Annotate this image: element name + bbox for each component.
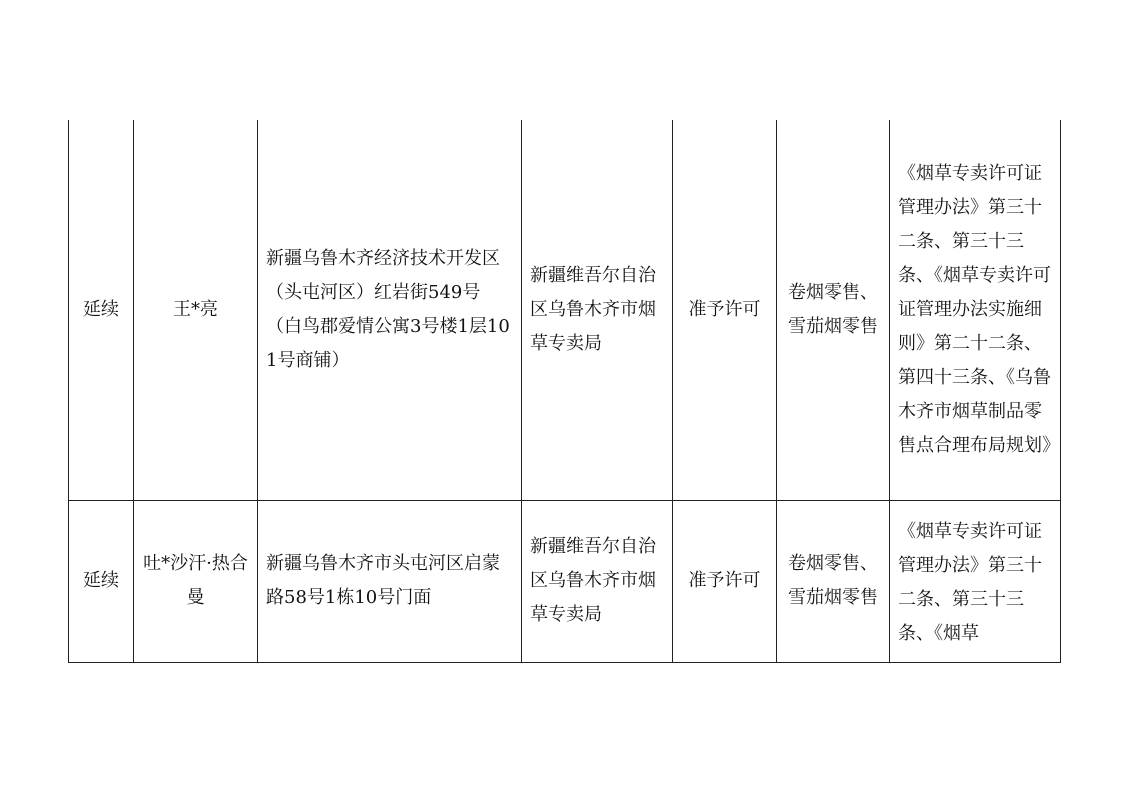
decision-cell: 准予许可 [673, 500, 777, 662]
scope-cell: 卷烟零售、雪茄烟零售 [777, 120, 890, 500]
type-cell: 延续 [69, 500, 134, 662]
table-row [69, 500, 1061, 662]
legal-basis-cell: 《烟草专卖许可证管理办法》第三十二条、第三十三条、《烟草专卖许可证管理办法实施细则》第二十二条、第四十三条、《乌鲁木齐市烟草制品零售点合理布局规划》 [890, 120, 1061, 500]
name-cell: 吐*沙汗·热合曼 [134, 500, 258, 662]
permit-table [68, 120, 1061, 663]
authority-cell: 新疆维吾尔自治区乌鲁木齐市烟草专卖局 [522, 120, 673, 500]
table-row [69, 120, 1061, 500]
legal-basis-cell: 《烟草专卖许可证管理办法》第三十二条、第三十三条、《烟草 [890, 500, 1061, 662]
authority-cell: 新疆维吾尔自治区乌鲁木齐市烟草专卖局 [522, 500, 673, 662]
decision-cell: 准予许可 [673, 120, 777, 500]
name-cell: 王*亮 [134, 120, 258, 500]
address-cell: 新疆乌鲁木齐市头屯河区启蒙路58号1栋10号门面 [258, 500, 522, 662]
type-cell: 延续 [69, 120, 134, 500]
scope-cell: 卷烟零售、雪茄烟零售 [777, 500, 890, 662]
address-cell: 新疆乌鲁木齐经济技术开发区（头屯河区）红岩街549号（白鸟郡爱情公寓3号楼1层101号商铺） [258, 120, 522, 500]
